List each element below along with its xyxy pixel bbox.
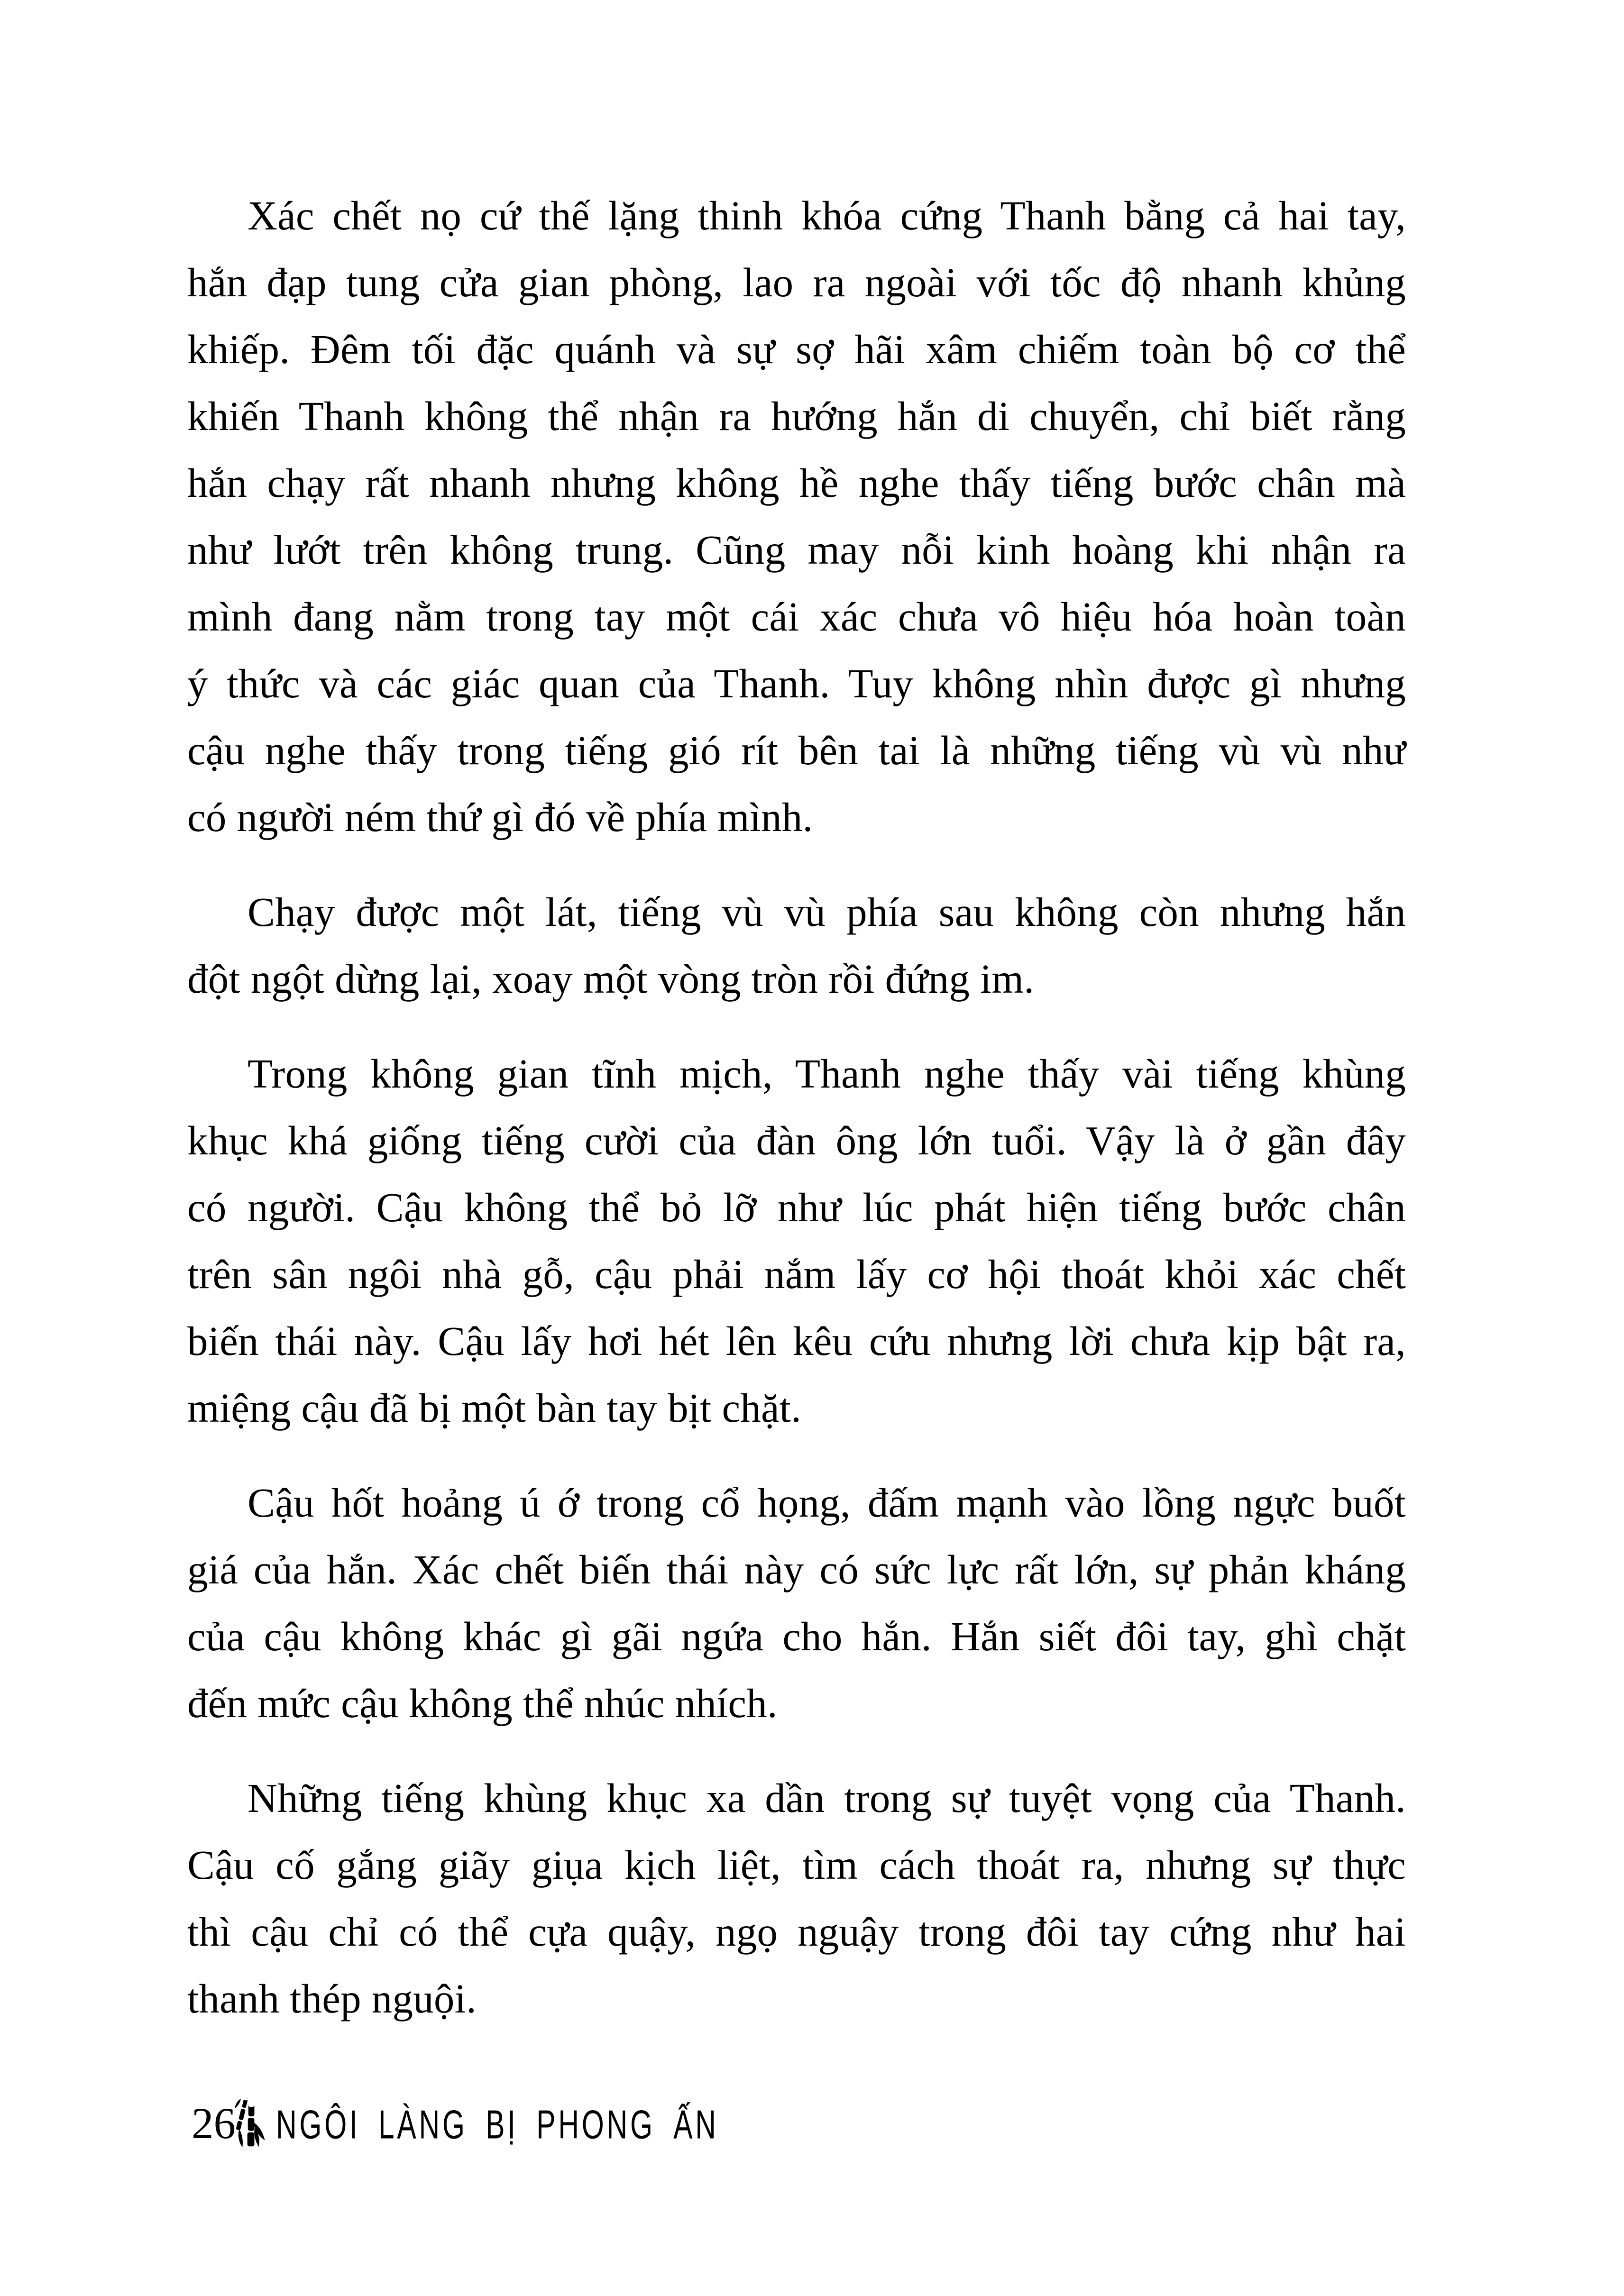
text-line: hắn đạp tung cửa gian phòng, lao ra ngoài với tốc độ nhanh khủng bbox=[187, 259, 1406, 305]
body-text bbox=[187, 182, 1406, 2032]
text-line: có người ném thứ gì đó về phía mình. bbox=[187, 794, 813, 840]
text-line: Chạy được một lát, tiếng vù vù phía sau không còn nhưng hắn bbox=[248, 889, 1406, 935]
text-line: như lướt trên không trung. Cũng may nỗi kinh hoàng khi nhận ra bbox=[187, 527, 1406, 573]
text-line: thanh thép nguội. bbox=[187, 1976, 477, 2022]
paragraph bbox=[187, 878, 1406, 1012]
text-line: đột ngột dừng lại, xoay một vòng tròn rồi đứng im. bbox=[187, 956, 1035, 1002]
text-line: khiếp. Đêm tối đặc quánh và sự sợ hãi xâm chiếm toàn bộ cơ thể bbox=[187, 326, 1406, 372]
text-line: Trong không gian tĩnh mịch, Thanh nghe thấy vài tiếng khùng bbox=[248, 1051, 1406, 1097]
paragraph bbox=[187, 1765, 1406, 2032]
text-line: hắn chạy rất nhanh nhưng không hề nghe thấy tiếng bước chân mà bbox=[187, 460, 1406, 506]
book-title: NGÔI LÀNG BỊ PHONG ẤN bbox=[276, 2102, 719, 2148]
text-line: thì cậu chỉ có thể cựa quậy, ngọ nguậy trong đôi tay cứng như hai bbox=[187, 1909, 1406, 1955]
text-line: mình đang nằm trong tay một cái xác chưa vô hiệu hóa hoàn toàn bbox=[187, 594, 1406, 640]
bamboo-icon bbox=[233, 2097, 267, 2152]
paragraph bbox=[187, 1040, 1406, 1441]
text-line: trên sân ngôi nhà gỗ, cậu phải nắm lấy cơ hội thoát khỏi xác chết bbox=[187, 1251, 1406, 1297]
paragraph bbox=[187, 1469, 1406, 1737]
text-line: biến thái này. Cậu lấy hơi hét lên kêu cứu nhưng lời chưa kịp bật ra, bbox=[187, 1318, 1406, 1364]
text-line: giá của hắn. Xác chết biến thái này có sức lực rất lớn, sự phản kháng bbox=[187, 1546, 1406, 1592]
text-line: khiến Thanh không thể nhận ra hướng hắn di chuyển, chỉ biết rằng bbox=[187, 393, 1406, 439]
text-line: Cậu cố gắng giãy giụa kịch liệt, tìm cách thoát ra, nhưng sự thực bbox=[187, 1842, 1406, 1888]
page-number: 26 bbox=[192, 2099, 236, 2148]
text-line: đến mức cậu không thể nhúc nhích. bbox=[187, 1680, 778, 1726]
text-line: Những tiếng khùng khục xa dần trong sự tuyệt vọng của Thanh. bbox=[248, 1775, 1406, 1821]
text-line: ý thức và các giác quan của Thanh. Tuy không nhìn được gì nhưng bbox=[187, 660, 1406, 706]
text-line: miệng cậu đã bị một bàn tay bịt chặt. bbox=[187, 1385, 802, 1431]
text-line: của cậu không khác gì gãi ngứa cho hắn. Hắn siết đôi tay, ghì chặt bbox=[187, 1613, 1406, 1659]
text-line: cậu nghe thấy trong tiếng gió rít bên tai là những tiếng vù vù như bbox=[187, 727, 1406, 773]
text-line: khục khá giống tiếng cười của đàn ông lớn tuổi. Vậy là ở gần đây bbox=[187, 1117, 1406, 1163]
text-line: Cậu hốt hoảng ú ớ trong cổ họng, đấm mạnh vào lồng ngực buốt bbox=[248, 1480, 1406, 1526]
text-line: Xác chết nọ cứ thế lặng thinh khóa cứng Thanh bằng cả hai tay, bbox=[248, 192, 1406, 238]
text-line: có người. Cậu không thể bỏ lỡ như lúc phát hiện tiếng bước chân bbox=[187, 1184, 1406, 1230]
page-footer bbox=[190, 2095, 948, 2150]
paragraph bbox=[187, 182, 1406, 851]
